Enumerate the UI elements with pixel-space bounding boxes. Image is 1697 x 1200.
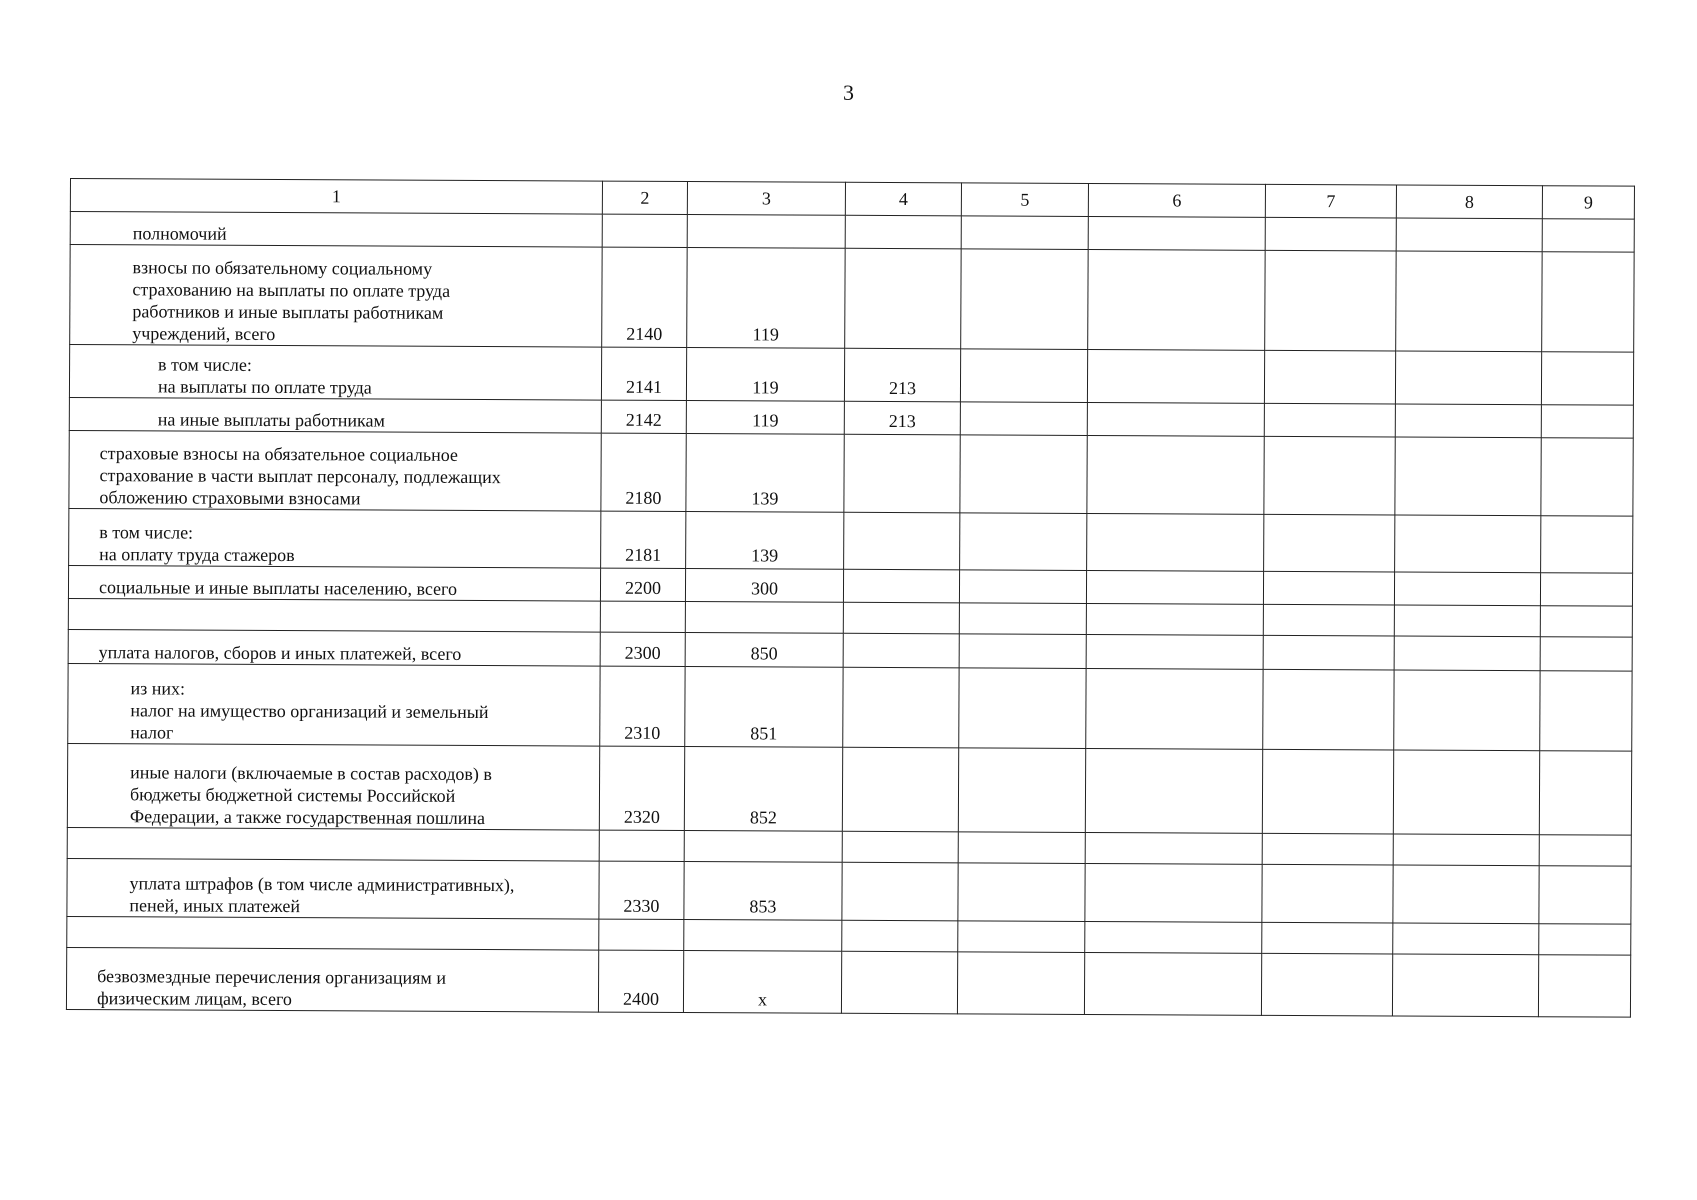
row-description [66,947,598,1012]
row-code: 2320 [599,746,684,830]
row-kosgu [843,602,959,634]
row-kosgu [845,215,961,249]
row-kosgu [842,747,958,832]
table-row [66,947,1630,1017]
row-col-7 [1261,953,1392,1016]
row-col-9 [1541,352,1633,405]
row-col-7 [1262,864,1393,923]
budget-table [66,178,1635,1018]
row-col-8 [1393,750,1539,835]
row-col-5 [961,249,1088,350]
row-code: 2300 [600,632,685,666]
row-kosgu [844,434,960,513]
description-line: работников и иные выплаты работникам [132,301,444,323]
column-number-5: 5 [961,183,1088,217]
row-kbk: x [683,951,841,1014]
row-col-8 [1394,670,1540,751]
table-row [69,508,1633,573]
description-line: бюджеты бюджетной системы Российской [129,784,456,806]
row-col-9 [1539,835,1631,866]
row-col-8 [1395,515,1541,573]
row-code [599,830,684,861]
row-col-7 [1262,833,1393,865]
row-description [67,916,599,950]
row-kbk: 139 [686,434,844,513]
row-col-5 [959,668,1086,749]
description-line: страхованию на выплаты по оплате труда [132,279,451,301]
row-description [68,598,600,632]
row-col-7 [1264,350,1395,404]
row-col-8 [1394,605,1540,637]
row-description [69,508,601,568]
row-col-9 [1540,637,1632,671]
row-code: 2141 [601,347,686,400]
row-code: 2181 [601,511,686,568]
row-kbk: 139 [686,512,844,570]
row-col-7 [1265,250,1396,351]
row-kosgu: 213 [844,348,960,402]
row-code: 2310 [600,666,685,746]
row-col-6 [1085,921,1262,953]
row-col-5 [958,832,1085,864]
row-col-9 [1539,751,1631,835]
row-code: 2180 [601,433,686,511]
table-body [66,212,1634,1018]
row-kosgu [844,512,960,570]
row-kbk: 853 [684,862,842,921]
row-kosgu [843,569,959,603]
row-description [69,345,601,401]
row-description [69,430,601,511]
column-number-3: 3 [687,182,845,216]
row-col-9 [1539,866,1631,924]
row-col-9 [1541,405,1633,438]
row-col-5 [959,634,1086,669]
row-col-8 [1394,636,1540,671]
row-description [67,827,599,861]
row-kbk: 119 [686,348,844,402]
row-kosgu: 213 [844,401,960,435]
description-line: обложению страховыми взносами [99,487,361,509]
row-code: 2330 [599,861,684,919]
row-col-5 [958,921,1085,953]
row-col-9 [1540,573,1632,606]
row-col-5 [958,748,1085,833]
row-kosgu [845,248,961,349]
row-description [68,663,600,746]
row-col-7 [1263,635,1394,670]
table-row [67,743,1631,835]
row-col-5 [958,863,1085,922]
row-kbk: 852 [684,747,842,832]
row-col-7 [1263,604,1394,636]
description-line: в том числе: [158,354,252,375]
row-code: 2140 [602,247,687,347]
description-line: уплата штрафов (в том числе административных), [129,873,515,896]
row-col-7 [1265,217,1396,251]
row-kosgu [841,951,957,1014]
row-col-7 [1264,403,1395,437]
column-number-4: 4 [845,182,961,216]
row-code: 2400 [598,950,683,1012]
row-col-9 [1539,924,1631,955]
description-line: в том числе: [99,522,194,543]
row-col-6 [1086,603,1263,635]
description-line: на иные выплаты работникам [157,409,385,431]
row-col-6 [1087,402,1264,436]
row-kosgu [843,633,959,668]
row-col-8 [1393,834,1539,866]
row-col-5 [960,435,1087,514]
row-col-8 [1394,572,1540,606]
row-col-9 [1542,219,1634,252]
page-number: 3 [843,80,854,105]
description-line: уплата налогов, сборов и иных платежей, всего [98,642,462,664]
column-number-2: 2 [602,181,687,214]
row-kbk: 851 [685,667,843,748]
description-line: на выплаты по оплате труда [157,376,372,398]
row-kbk: 119 [686,401,844,435]
row-code: 2142 [601,400,686,433]
description-line: страхование в части выплат персоналу, подлежащих [99,465,501,488]
row-description [69,397,601,433]
row-col-8 [1393,923,1539,955]
column-number-6: 6 [1088,183,1265,217]
description-line: налог [130,722,174,743]
description-line: на оплату труда стажеров [99,544,295,566]
description-line: страховые взносы на обязательное социальное [99,443,459,465]
row-col-6 [1088,249,1265,350]
row-kbk [684,831,842,863]
description-line: социальные и иные выплаты населению, всего [98,577,458,599]
row-col-7 [1264,514,1395,572]
column-number-7: 7 [1265,184,1396,218]
row-description [70,212,602,248]
row-col-7 [1264,436,1395,515]
row-col-8 [1393,865,1539,924]
row-col-8 [1395,351,1541,405]
row-col-5 [960,402,1087,436]
column-number-9: 9 [1542,186,1634,219]
row-col-6 [1085,748,1262,833]
row-kbk [687,215,845,249]
description-line: Федерации, а также государственная пошлина [129,806,486,829]
row-code [599,919,684,950]
row-col-6 [1088,216,1265,250]
row-kbk: 300 [685,569,843,603]
row-col-5 [959,570,1086,604]
row-kosgu [843,667,959,748]
row-kosgu [842,920,958,952]
row-col-9 [1542,252,1634,352]
row-col-7 [1262,749,1393,834]
row-col-9 [1541,438,1633,516]
row-code [600,601,685,632]
row-code: 2200 [600,568,685,601]
row-col-9 [1540,606,1632,637]
row-col-9 [1541,516,1633,573]
row-col-5 [960,513,1087,571]
row-col-8 [1395,404,1541,438]
row-col-8 [1395,437,1541,516]
table-row [68,663,1632,751]
row-col-5 [960,349,1087,403]
row-description [67,743,599,830]
row-col-9 [1540,671,1632,751]
row-col-8 [1396,218,1542,252]
row-col-9 [1538,955,1630,1017]
row-kbk [684,920,842,952]
row-description [68,629,600,666]
table-row [67,858,1631,924]
description-line: пеней, иных платежей [129,895,301,917]
column-number-1: 1 [70,179,602,215]
row-col-6 [1086,634,1263,669]
description-line: налог на имущество организаций и земельный [130,700,489,723]
row-description [68,565,600,601]
row-col-6 [1086,668,1263,749]
table-row [70,245,1634,353]
row-kosgu [842,831,958,863]
row-col-7 [1263,571,1394,605]
row-col-8 [1392,954,1538,1017]
row-kbk: 119 [687,248,845,349]
description-line: безвозмездные перечисления организациям и [97,966,447,988]
row-col-8 [1396,251,1542,352]
row-col-6 [1085,832,1262,864]
description-line: иные налоги (включаемые в состав расходов) в [130,762,492,785]
row-col-5 [961,216,1088,250]
row-description [67,858,599,919]
row-col-5 [957,952,1084,1015]
column-number-8: 8 [1396,185,1542,219]
row-col-6 [1085,863,1262,922]
row-code [602,214,687,247]
row-col-6 [1086,570,1263,604]
description-line: полномочий [132,223,227,244]
row-kbk: 850 [685,633,843,668]
row-col-7 [1263,669,1394,750]
row-description [70,245,602,348]
row-col-5 [959,603,1086,635]
row-col-6 [1087,435,1264,514]
description-line: физическим лицам, всего [96,988,292,1010]
table-row [69,430,1633,516]
row-kbk [685,602,843,634]
description-line: взносы по обязательному социальному [132,257,433,279]
description-line: из них: [130,678,186,699]
row-kosgu [842,862,958,921]
row-col-6 [1084,952,1261,1015]
description-line: учреждений, всего [132,323,276,345]
table-row [69,345,1633,406]
row-col-7 [1262,922,1393,954]
row-col-6 [1087,349,1264,403]
row-col-6 [1087,513,1264,571]
